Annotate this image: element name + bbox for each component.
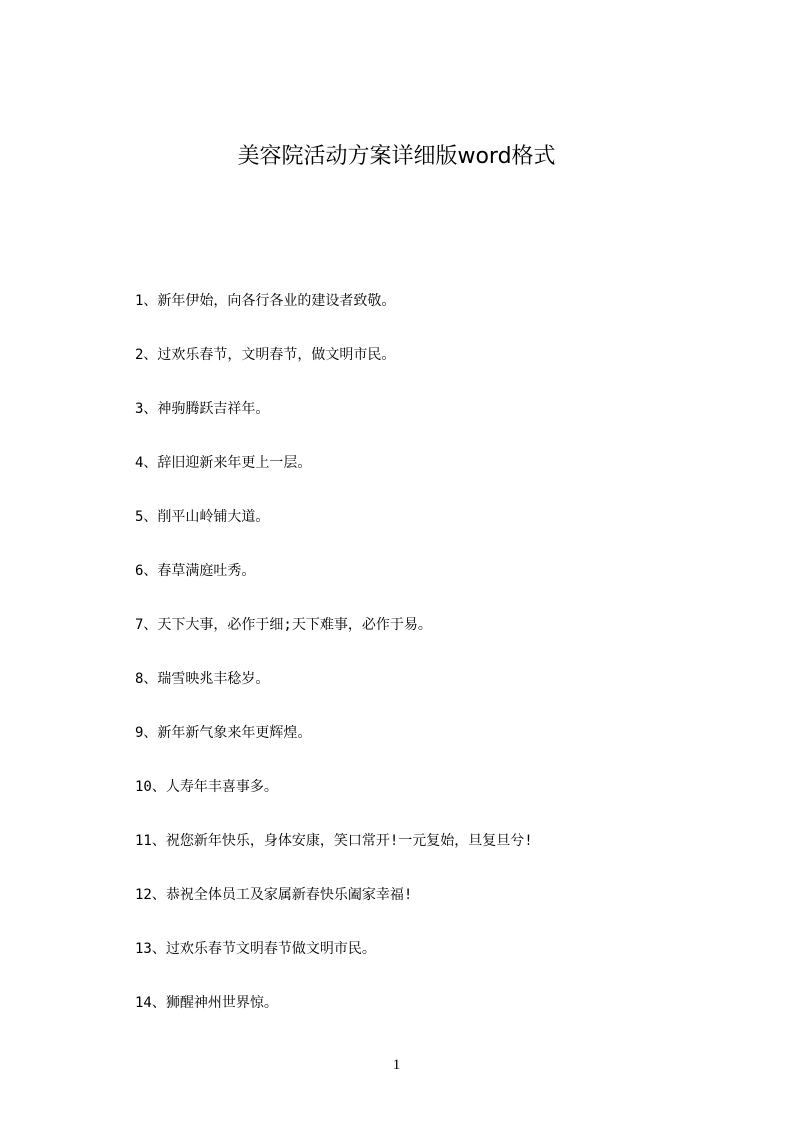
list-item: 8、瑞雪映兆丰稔岁。	[135, 671, 270, 687]
list-item: 1、新年伊始，向各行各业的建设者致敬。	[135, 293, 396, 309]
page-number: 1	[392, 1057, 401, 1073]
list-item: 14、狮醒神州世界惊。	[135, 995, 278, 1011]
list-item: 7、天下大事，必作于细;天下难事，必作于易。	[135, 617, 432, 633]
list-item: 5、削平山岭铺大道。	[135, 509, 270, 525]
list-item: 2、过欢乐春节，文明春节，做文明市民。	[135, 347, 396, 363]
list-item: 11、祝您新年快乐，身体安康，笑口常开!一元复始，旦复旦兮!	[135, 833, 533, 849]
list-item: 13、过欢乐春节文明春节做文明市民。	[135, 941, 376, 957]
list-item: 6、春草满庭吐秀。	[135, 563, 256, 579]
list-item: 12、恭祝全体员工及家属新春快乐阖家幸福!	[135, 887, 413, 903]
list-item: 10、人寿年丰喜事多。	[135, 779, 278, 795]
list-item: 9、新年新气象来年更辉煌。	[135, 725, 312, 741]
list-item: 4、辞旧迎新来年更上一层。	[135, 455, 312, 471]
document-title: 美容院活动方案详细版word格式	[237, 144, 556, 169]
slogan-list	[135, 290, 533, 1046]
list-item: 3、神驹腾跃吉祥年。	[135, 401, 270, 417]
